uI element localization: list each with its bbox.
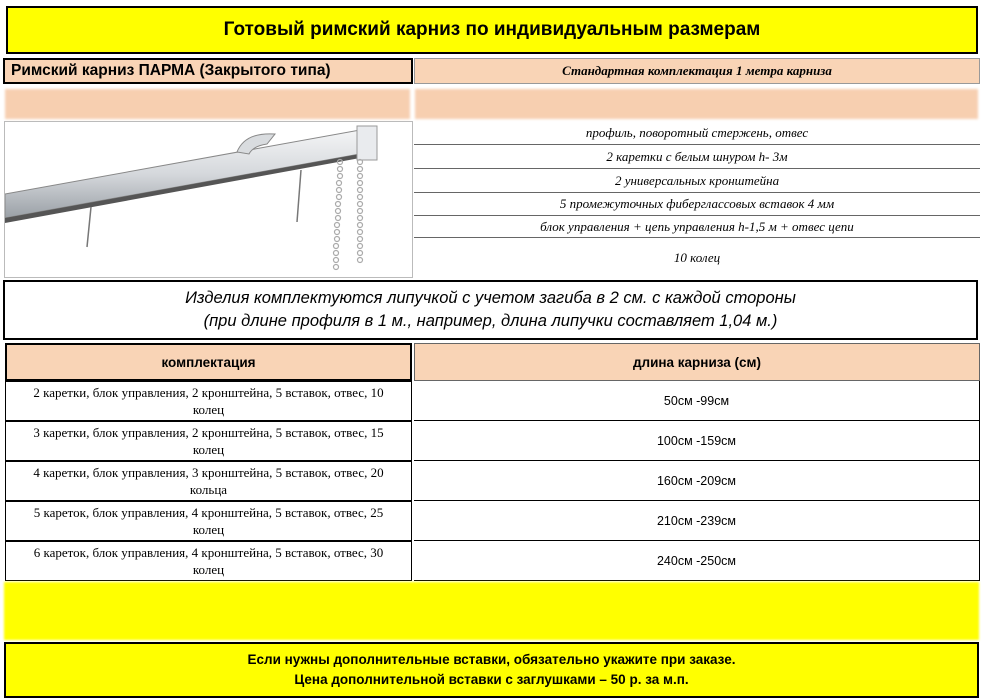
cornice-product-image	[4, 121, 413, 278]
velcro-note-line2: (при длине профиля в 1 м., например, длина липучки составляет 1,04 м.)	[203, 312, 778, 330]
spec-item: профиль, поворотный стержень, отвес	[414, 121, 980, 145]
blurred-yellow-band	[4, 582, 979, 640]
product-name: Римский карниз ПАРМА (Закрытого типа)	[3, 58, 413, 84]
set-cell: 5 кареток, блок управления, 4 кронштейна, 5 вставок, отвес, 25 колец	[5, 501, 412, 541]
set-cell: 6 кареток, блок управления, 4 кронштейна, 5 вставок, отвес, 30 колец	[5, 541, 412, 581]
cornice-illustration	[5, 122, 413, 278]
set-cell: 3 каретки, блок управления, 2 кронштейна, 5 вставок, отвес, 15 колец	[5, 421, 412, 461]
table-row	[5, 381, 980, 421]
spec-item: 2 каретки с белым шнуром h- 3м	[414, 145, 980, 169]
table-row	[5, 421, 980, 461]
length-cell: 50см -99см	[414, 381, 980, 421]
standard-set-header: Стандартная комплектация 1 метра карниза	[414, 58, 980, 84]
footer-note	[4, 642, 979, 698]
length-cell: 160см -209см	[414, 461, 980, 501]
blurred-row-right	[415, 89, 978, 119]
table-header-set: комплектация	[5, 343, 412, 381]
blurred-row-left	[5, 89, 410, 119]
length-cell: 240см -250см	[414, 541, 980, 581]
length-cell: 210см -239см	[414, 501, 980, 541]
spec-item: 2 универсальных кронштейна	[414, 169, 980, 193]
spec-item: 5 промежуточных фиберглассовых вставок 4 мм	[414, 193, 980, 216]
length-cell: 100см -159см	[414, 421, 980, 461]
set-cell: 4 каретки, блок управления, 3 кронштейна, 5 вставок, отвес, 20 кольца	[5, 461, 412, 501]
velcro-note	[3, 280, 978, 340]
footer-line2: Цена дополнительной вставки с заглушками – 50 р. за м.п.	[294, 672, 689, 687]
velcro-note-line1: Изделия комплектуются липучкой с учетом загиба в 2 см. с каждой стороны	[185, 289, 796, 307]
footer-line1: Если нужны дополнительные вставки, обязательно укажите при заказе.	[247, 652, 736, 667]
set-cell: 2 каретки, блок управления, 2 кронштейна, 5 вставок, отвес, 10 колец	[5, 381, 412, 421]
table-row	[5, 461, 980, 501]
table-row	[5, 501, 980, 541]
table-header-length: длина карниза (см)	[414, 343, 980, 381]
page-title: Готовый римский карниз по индивидуальным размерам	[6, 6, 978, 54]
spec-item: блок управления + цепь управления h-1,5 м + отвес цепи	[414, 216, 980, 238]
spec-item: 10 колец	[673, 250, 721, 265]
standard-set-list	[414, 121, 980, 278]
table-row	[5, 541, 980, 581]
